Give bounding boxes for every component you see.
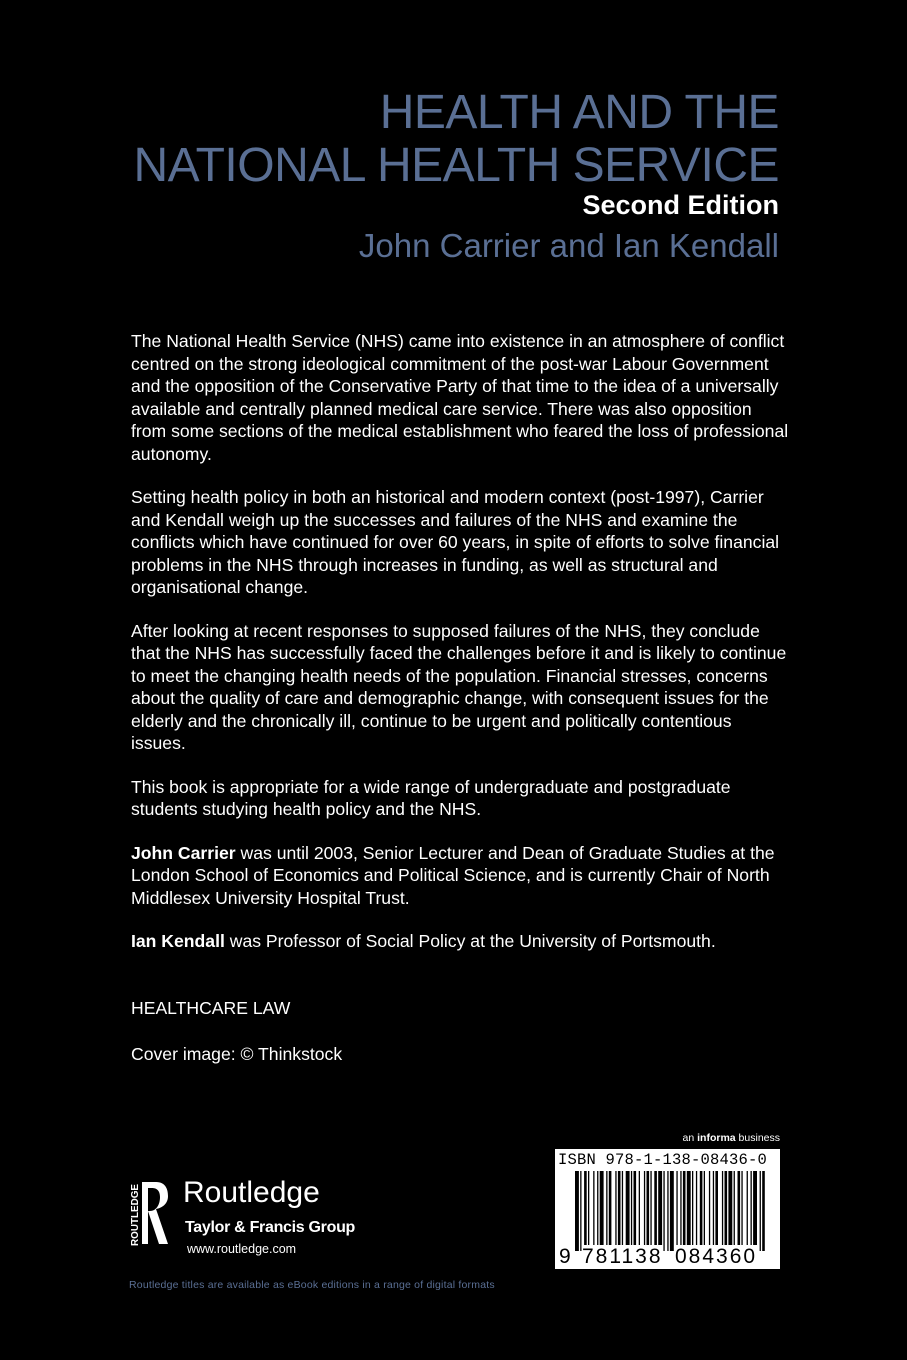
blurb-paragraph-4: This book is appropriate for a wide range of undergraduate and postgraduate students studying health policy and the NHS.	[131, 776, 731, 819]
barcode-bar	[639, 1171, 640, 1251]
publisher-name: Routledge	[183, 1176, 320, 1209]
bio-name-carrier: John Carrier	[131, 842, 236, 863]
barcode-bar	[676, 1171, 677, 1251]
informa-tagline	[683, 1132, 780, 1144]
bio-text-carrier: was until 2003, Senior Lecturer and Dean of Graduate Studies at the London School of Economics and Political Science, and is currently Chair of North Middlesex University Hospital Trust.	[131, 842, 775, 908]
informa-prefix: an	[682, 1132, 698, 1144]
author-bio-carrier	[131, 842, 791, 910]
barcode-bar	[600, 1171, 604, 1251]
barcode-bar	[658, 1171, 662, 1251]
barcode-bar	[747, 1171, 748, 1251]
publisher-url[interactable]: www.routledge.com	[187, 1242, 297, 1256]
barcode-bar	[700, 1171, 703, 1251]
author-bio-kendall	[131, 930, 791, 953]
blurb-paragraph-3: After looking at recent responses to supposed failures of the NHS, they conclude that the NHS has successfully faced the challenges before it and is likely to continue to meet the changing health needs of the population. Financial stresses, concerns about the quality of care and demographic change, with consequent issues for the elderly and the chronically ill, continue to be urgent and politically contentious issues.	[131, 620, 787, 753]
book-title	[133, 86, 779, 192]
barcode-bar	[593, 1171, 594, 1251]
blurb-paragraph-1: The National Health Service (NHS) came into existence in an atmosphere of conflict centred on the strong ideological commitment of the post-war Labour Government and the opposition of the Conservative Party of that time to the idea of a universally available and centrally planned medical care service. There was also opposition from some sections of the medical establishment who feared the loss of professional autonomy.	[131, 331, 789, 464]
barcode-bar	[615, 1171, 616, 1251]
barcode-bar	[667, 1171, 668, 1251]
barcode-bar	[728, 1171, 732, 1251]
ebook-note: Routledge titles are available as eBook editions in a range of digital formats	[129, 1279, 495, 1291]
bio-name-kendall: Ian Kendall	[131, 931, 225, 951]
informa-bold: informa	[697, 1132, 736, 1144]
barcode-bar	[644, 1171, 645, 1251]
barcode-bar	[713, 1171, 714, 1251]
publisher-group: Taylor & Francis Group	[185, 1219, 356, 1236]
barcode-digits	[555, 1245, 780, 1269]
barcode-bar	[609, 1171, 612, 1251]
barcode-bar	[692, 1171, 693, 1251]
title-line-1: HEALTH AND THE	[379, 86, 779, 139]
barcode-bar	[725, 1171, 728, 1251]
barcode-bar	[654, 1171, 657, 1251]
title-line-2: NATIONAL HEALTH SERVICE	[133, 139, 779, 192]
barcode-bar	[715, 1171, 718, 1251]
barcode-bar	[597, 1171, 598, 1251]
barcode-bar	[741, 1171, 742, 1251]
barcode-bar	[631, 1171, 632, 1251]
barcode-digit-first: 9	[559, 1245, 571, 1268]
barcode-bar	[647, 1171, 650, 1251]
barcode-bar	[704, 1171, 705, 1251]
barcode-bar	[722, 1171, 723, 1251]
isbn-barcode	[555, 1149, 780, 1269]
blurb-paragraph-2: Setting health policy in both an historical and modern context (post-1997), Carrier and Kendall weigh up the successes and failures of the NHS and examine the conflicts which have continued for over 60 years, in spite of efforts to solve financial problems in the NHS through increases in funding, as well as structural and organisational change.	[131, 487, 780, 597]
barcode-bar	[606, 1171, 607, 1251]
barcode-bar	[683, 1171, 686, 1251]
barcode-bar	[687, 1171, 691, 1251]
barcode-bar	[738, 1171, 741, 1251]
barcode-bar	[622, 1171, 623, 1251]
barcode-digits-right: 084360	[675, 1245, 758, 1268]
isbn-label: ISBN 978-1-138-08436-0	[558, 1151, 768, 1169]
barcode-bar	[670, 1171, 674, 1251]
logo-vertical-text: ROUTLEDGE	[129, 1180, 141, 1246]
routledge-logo	[126, 1176, 386, 1266]
blurb	[131, 330, 791, 974]
barcode-bar	[753, 1171, 757, 1251]
barcode-bar	[584, 1171, 587, 1251]
barcode-bar	[696, 1171, 697, 1251]
barcode-bar	[626, 1171, 630, 1251]
barcode-bar	[588, 1171, 589, 1251]
barcode-bar	[734, 1171, 735, 1251]
barcode-bar	[680, 1171, 681, 1251]
barcode-bar	[762, 1171, 765, 1251]
barcode-bar	[709, 1171, 710, 1251]
barcode-digits-left: 781138	[582, 1245, 663, 1268]
barcode-bar	[575, 1171, 579, 1251]
cover-image-credit: Cover image: © Thinkstock	[131, 1044, 343, 1064]
bio-text-kendall: was Professor of Social Policy at the University of Portsmouth.	[224, 931, 716, 951]
authors-line: John Carrier and Ian Kendall	[358, 227, 779, 264]
subject-category: HEALTHCARE LAW	[131, 998, 291, 1018]
barcode-bar	[760, 1171, 761, 1251]
barcode-bar	[650, 1171, 651, 1251]
barcode-bar	[580, 1171, 581, 1251]
edition-label: Second Edition	[582, 190, 779, 220]
barcode-bar	[663, 1171, 664, 1251]
informa-suffix: business	[735, 1132, 780, 1144]
barcode-bar	[751, 1171, 752, 1251]
barcode-bar	[618, 1171, 621, 1251]
barcode-bar	[634, 1171, 637, 1251]
routledge-r-icon	[126, 1180, 170, 1246]
